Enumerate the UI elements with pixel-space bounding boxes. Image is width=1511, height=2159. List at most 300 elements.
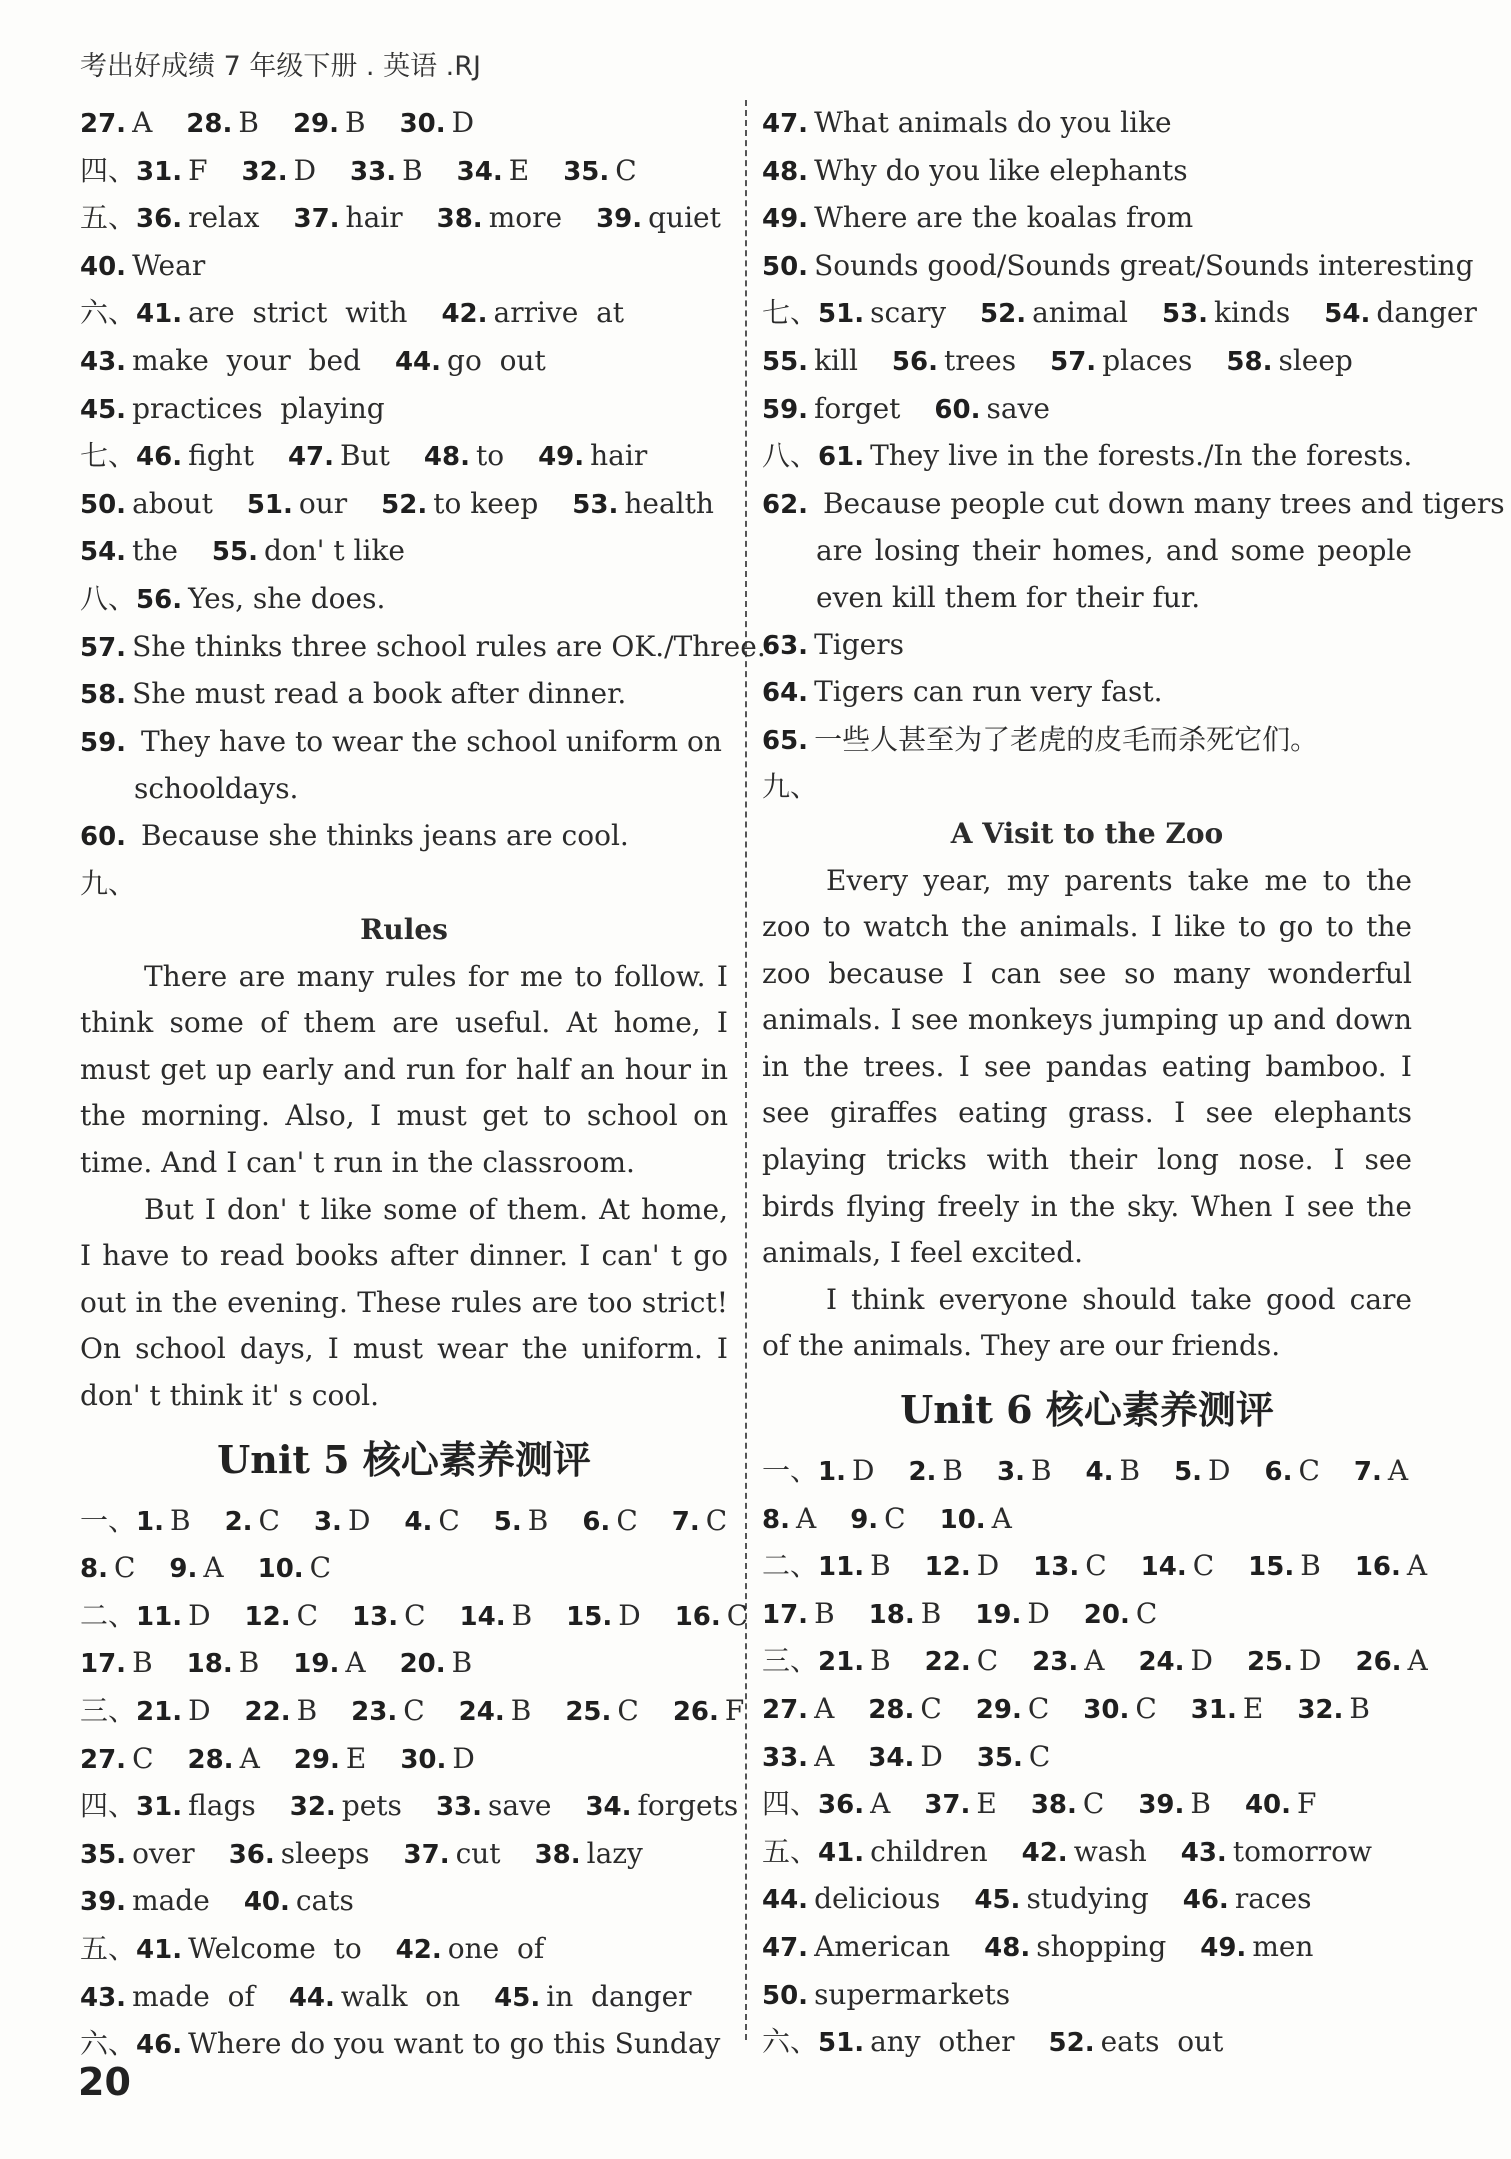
item-number: 32.	[1297, 1695, 1344, 1725]
item-number: 32.	[289, 1792, 336, 1823]
item-answer: save	[986, 391, 1050, 425]
answer-item	[1355, 1644, 1427, 1677]
answer-item	[1162, 296, 1290, 329]
answer-item	[288, 439, 390, 472]
answer-item	[762, 1930, 950, 1963]
item-answer: D	[618, 1598, 641, 1632]
item-answer: flags	[188, 1789, 256, 1823]
item-answer: C	[1192, 1549, 1215, 1583]
item-number: 37.	[403, 1839, 450, 1870]
answer-item	[80, 1694, 211, 1727]
answer-row	[762, 669, 1412, 717]
item-answer: C	[1085, 1549, 1107, 1583]
section-prefix: 二、	[762, 1549, 819, 1583]
item-number: 37.	[924, 1790, 971, 1821]
item-number: 52.	[1048, 2028, 1095, 2059]
item-answer: American	[814, 1929, 951, 1963]
item-number: 15.	[566, 1601, 613, 1632]
answer-item	[762, 439, 1412, 472]
item-answer: Wear	[132, 248, 206, 282]
section-prefix: 四、	[762, 1787, 819, 1821]
page-header: 考出好成绩 7 年级下册 . 英语 .RJ	[80, 51, 481, 82]
item-number: 57.	[1050, 346, 1097, 377]
answer-row	[762, 338, 1412, 386]
item-answer: lazy	[586, 1836, 643, 1870]
item-number: 48.	[423, 442, 470, 473]
answer-item	[258, 1551, 332, 1584]
answer-row	[762, 1543, 1428, 1591]
item-number: 45.	[80, 394, 127, 425]
item-answer: C	[438, 1503, 460, 1537]
section-prefix: 三、	[762, 1644, 819, 1678]
answer-row	[762, 717, 1412, 765]
item-answer: to keep	[433, 486, 539, 520]
answer-item	[1086, 1454, 1141, 1487]
answer-item	[1049, 2025, 1224, 2058]
item-answer: B	[870, 1549, 891, 1583]
answer-item	[762, 392, 900, 425]
answer-item	[892, 344, 1016, 377]
item-answer: men	[1252, 1929, 1314, 1963]
item-answer: A	[814, 1739, 835, 1773]
item-answer: C	[726, 1598, 749, 1632]
item-number: 36.	[228, 1839, 275, 1870]
answer-item	[976, 1692, 1050, 1725]
item-number: 65.	[762, 725, 809, 756]
item-number: 7.	[1353, 1457, 1382, 1488]
item-answer: D	[976, 1549, 1000, 1583]
item-number: 51.	[818, 2028, 865, 2059]
answer-row	[80, 1736, 728, 1784]
answer-row	[80, 195, 728, 243]
item-number: 29.	[975, 1695, 1022, 1725]
item-answer: She thinks three school rules are OK./Three.	[132, 629, 766, 663]
answer-row	[762, 1734, 1412, 1782]
column-divider	[745, 100, 747, 2040]
item-answer: D	[1027, 1596, 1050, 1630]
answer-row	[762, 195, 1412, 243]
item-number: 51.	[246, 489, 293, 520]
answer-item	[762, 628, 904, 661]
item-answer: A	[239, 1741, 260, 1775]
section-prefix: 四、	[80, 1789, 137, 1823]
item-number: 12.	[244, 1601, 291, 1632]
answer-item	[1181, 1835, 1372, 1868]
item-answer: B	[942, 1454, 963, 1488]
item-number: 15.	[1248, 1552, 1295, 1583]
answer-item	[352, 1599, 426, 1632]
answer-item	[350, 154, 423, 187]
item-answer: B	[296, 1694, 318, 1727]
answer-item	[188, 1742, 260, 1775]
answer-item	[244, 1884, 354, 1917]
answer-item	[80, 154, 208, 187]
item-answer: kinds	[1214, 296, 1291, 330]
answer-item	[80, 487, 213, 520]
item-answer: A	[814, 1692, 835, 1725]
answer-item	[80, 344, 361, 377]
item-answer: danger	[1376, 296, 1477, 330]
answer-row	[80, 624, 766, 672]
item-answer: D	[347, 1503, 371, 1537]
item-number: 49.	[538, 442, 585, 473]
item-answer: D	[851, 1454, 875, 1488]
item-answer: Welcome to	[188, 1931, 362, 1965]
item-answer: B	[510, 1694, 532, 1727]
section-prefix: 一、	[80, 1503, 137, 1537]
answer-rows	[80, 1498, 749, 2069]
item-answer: B	[402, 153, 423, 187]
answer-item	[762, 1454, 874, 1487]
item-answer: B	[238, 1646, 260, 1680]
item-answer: Yes, she does.	[188, 581, 386, 615]
item-number: 23.	[351, 1697, 398, 1727]
section-prefix: 三、	[80, 1694, 137, 1727]
answer-item	[869, 1597, 942, 1630]
item-number: 47.	[287, 442, 335, 473]
answer-item	[293, 106, 366, 139]
item-number: 42.	[1021, 1837, 1068, 1868]
answer-item	[80, 201, 259, 234]
item-answer: D	[452, 1741, 475, 1775]
item-answer: C	[616, 1503, 638, 1537]
item-answer: Tigers	[814, 627, 904, 661]
item-number: 10.	[939, 1504, 986, 1535]
item-answer: A	[132, 106, 153, 139]
answer-item	[80, 296, 407, 329]
item-answer: C	[1027, 1692, 1050, 1725]
essay-paragraph: I think everyone should take good care of the animals. They are our friends.	[762, 1282, 1412, 1363]
section-prefix: 六、	[762, 2025, 819, 2059]
answer-item	[424, 439, 504, 472]
unit-title: Unit 6 核心素养测评	[900, 1387, 1274, 1433]
item-number: 28.	[868, 1695, 915, 1725]
item-number: 63.	[762, 630, 809, 661]
item-answer: fight	[188, 439, 254, 473]
item-number: 46.	[136, 2030, 183, 2061]
answer-item	[1022, 1835, 1147, 1868]
item-answer: A	[1387, 1454, 1409, 1488]
item-number: 44.	[762, 1885, 809, 1916]
answer-row	[762, 148, 1412, 196]
item-answer: B	[451, 1646, 473, 1680]
answer-item	[169, 1551, 223, 1584]
item-answer: C	[404, 1598, 426, 1632]
answer-item	[1138, 1787, 1211, 1820]
answer-item	[1191, 1692, 1264, 1725]
item-number: 45.	[494, 1982, 541, 2013]
answer-row	[80, 1688, 745, 1736]
item-number: 22.	[924, 1647, 971, 1678]
answer-item	[80, 677, 626, 710]
item-answer: D	[1299, 1644, 1322, 1678]
answer-item	[940, 1502, 1012, 1535]
answer-row	[80, 1926, 728, 1974]
item-number: 27.	[762, 1695, 809, 1725]
section-prefix: 四、	[80, 153, 137, 187]
item-number: 34.	[868, 1742, 915, 1773]
item-number: 46.	[1182, 1885, 1229, 1916]
answer-item	[80, 106, 152, 139]
item-answer: C	[132, 1741, 154, 1775]
item-number: 40.	[1244, 1790, 1292, 1821]
item-answer: B	[238, 106, 259, 139]
answer-row	[762, 243, 1474, 291]
item-answer: go out	[447, 343, 546, 377]
item-number: 62.	[762, 489, 809, 520]
item-answer: C	[309, 1551, 332, 1585]
item-number: 34.	[585, 1792, 632, 1823]
answer-item	[80, 1837, 195, 1870]
item-answer: places	[1102, 343, 1193, 377]
answer-item	[535, 1837, 643, 1870]
answer-item	[762, 2025, 1015, 2058]
answer-item	[974, 1882, 1148, 1915]
item-number: 57.	[80, 632, 127, 663]
item-answer: eats out	[1100, 2025, 1224, 2059]
item-number: 54.	[80, 537, 127, 568]
answer-item	[80, 1980, 255, 2013]
answer-item	[293, 201, 402, 234]
item-number: 55.	[211, 537, 258, 568]
answer-item	[1183, 1882, 1312, 1915]
essay-paragraph: There are many rules for me to follow. I think some of them are useful. At home, I must get up early and run for half an hour in the morning. Also, I must get to school on time. And I can' t run in the classroom.	[80, 959, 728, 1180]
item-answer: about	[132, 486, 213, 520]
item-number: 52.	[381, 489, 428, 520]
answer-item	[672, 1504, 727, 1537]
item-number: 33.	[435, 1792, 482, 1823]
item-answer: B	[870, 1644, 891, 1678]
item-number: 8.	[762, 1504, 790, 1535]
section-prefix: 二、	[80, 1598, 137, 1632]
answer-row	[80, 1593, 749, 1641]
answer-row	[80, 576, 728, 624]
left-column	[80, 100, 766, 2069]
item-answer: scary	[870, 296, 947, 330]
item-number: 44.	[394, 346, 442, 377]
answer-row	[80, 1640, 728, 1688]
item-number: 5.	[493, 1506, 522, 1537]
answer-item	[975, 1597, 1050, 1630]
answer-item	[395, 344, 546, 377]
item-answer: hair	[345, 201, 403, 235]
answer-item	[1354, 1454, 1408, 1487]
answer-item	[762, 249, 1474, 282]
item-answer: over	[132, 1836, 195, 1870]
answer-item	[225, 1504, 280, 1537]
answer-row	[80, 386, 728, 434]
answer-item	[404, 1504, 459, 1537]
item-answer: B	[511, 1598, 533, 1632]
answer-item	[868, 1692, 942, 1725]
item-answer: Sounds good/Sounds great/Sounds interesting	[814, 248, 1474, 282]
item-answer: one of	[447, 1931, 545, 1965]
answer-item	[1245, 1787, 1317, 1820]
section-prefix: 七、	[762, 296, 819, 330]
item-number: 36.	[136, 204, 183, 235]
item-number: 42.	[441, 299, 488, 330]
answer-item	[247, 487, 347, 520]
answer-item	[80, 1599, 211, 1632]
answer-item	[1324, 296, 1477, 329]
answer-item	[242, 154, 317, 187]
item-answer: wash	[1073, 1834, 1147, 1868]
answer-item	[984, 1930, 1166, 1963]
answer-item	[762, 1597, 835, 1630]
answer-row	[80, 290, 728, 338]
section-prefix: 五、	[80, 1931, 137, 1965]
answer-item	[538, 439, 647, 472]
answer-item	[762, 1644, 891, 1677]
section-label: 九、	[762, 770, 819, 804]
item-number: 6.	[1264, 1457, 1293, 1488]
answer-item	[1084, 1597, 1158, 1630]
item-answer: F	[1297, 1787, 1317, 1821]
item-number: 24.	[458, 1697, 505, 1727]
item-number: 21.	[136, 1697, 183, 1727]
item-answer: B	[169, 1503, 191, 1537]
answer-item	[80, 1742, 154, 1775]
item-number: 56.	[136, 584, 183, 615]
item-continuation: are losing their homes, and some people even kill them for their fur.	[816, 534, 1412, 614]
item-answer: A	[991, 1501, 1012, 1535]
item-answer: C	[1298, 1454, 1320, 1488]
answer-row	[762, 2019, 1412, 2067]
item-answer: D	[188, 1598, 211, 1632]
item-number: 50.	[762, 251, 809, 282]
section-prefix: 一、	[762, 1454, 819, 1488]
item-number: 14.	[1140, 1552, 1187, 1583]
answer-item	[400, 1742, 475, 1775]
item-number: 7.	[671, 1506, 700, 1537]
answer-item	[582, 1504, 637, 1537]
answer-row	[762, 1876, 1412, 1924]
item-answer: quiet	[648, 201, 721, 235]
item-answer: A	[345, 1646, 366, 1680]
answer-rows	[762, 1448, 1428, 2067]
answer-item	[1265, 1454, 1320, 1487]
answer-item	[565, 1694, 639, 1727]
answer-item	[762, 1787, 890, 1820]
answer-item	[1174, 1454, 1230, 1487]
item-number: 4.	[1085, 1457, 1114, 1488]
item-answer: practices playing	[132, 391, 385, 425]
answer-item	[80, 582, 385, 615]
item-answer: C	[976, 1644, 999, 1678]
item-answer: sleeps	[280, 1836, 370, 1870]
answer-item	[762, 675, 1163, 708]
item-number: 38.	[436, 204, 483, 235]
item-number: 29.	[293, 1744, 340, 1775]
item-answer: F	[188, 153, 208, 187]
item-answer: cats	[295, 1884, 354, 1918]
item-number: 27.	[80, 1744, 127, 1775]
answer-row	[80, 719, 728, 767]
essay-title: Rules	[360, 913, 448, 947]
unit-title: Unit 5 核心素养测评	[217, 1436, 591, 1482]
item-answer: hair	[590, 439, 648, 473]
item-answer: made of	[132, 1979, 255, 2013]
item-number: 17.	[762, 1599, 809, 1630]
item-answer: C	[258, 1503, 280, 1537]
item-number: 23.	[1032, 1647, 1079, 1678]
answer-item	[925, 1549, 1000, 1582]
item-number: 49.	[1200, 1932, 1247, 1963]
item-answer: more	[488, 201, 563, 235]
answer-item	[400, 1646, 473, 1679]
item-answer: C	[705, 1503, 728, 1537]
item-answer: C	[884, 1501, 906, 1535]
answer-row	[762, 1829, 1412, 1877]
item-answer: C	[1028, 1739, 1051, 1773]
item-number: 32.	[241, 156, 288, 187]
item-number: 6.	[582, 1506, 611, 1537]
item-number: 64.	[762, 678, 809, 709]
item-answer: C	[403, 1694, 425, 1727]
answer-row	[80, 481, 728, 529]
item-number: 39.	[596, 204, 643, 235]
item-number: 31.	[1190, 1695, 1237, 1725]
answer-row	[80, 100, 728, 148]
item-answer: to	[475, 439, 505, 473]
answer-row	[80, 1878, 728, 1926]
answer-item	[1248, 1549, 1321, 1582]
item-number: 30.	[1083, 1695, 1130, 1725]
item-answer: B	[1030, 1454, 1052, 1488]
item-number: 30.	[400, 1744, 447, 1775]
item-number: 21.	[818, 1647, 865, 1678]
item-number: 47.	[762, 109, 809, 139]
item-answer: forget	[814, 391, 901, 425]
answer-item	[1141, 1549, 1215, 1582]
answer-item	[381, 487, 538, 520]
answer-row	[762, 1448, 1412, 1496]
answer-item	[1226, 344, 1352, 377]
item-number: 60.	[934, 394, 981, 425]
item-answer: A	[1084, 1644, 1105, 1678]
answer-item	[229, 1837, 370, 1870]
answer-item	[980, 296, 1128, 329]
item-number: 59.	[80, 727, 127, 758]
item-answer: A	[870, 1787, 891, 1821]
item-number: 40.	[80, 251, 127, 282]
item-answer: A	[1407, 1644, 1428, 1678]
answer-row	[80, 148, 728, 196]
item-answer: tomorrow	[1232, 1834, 1372, 1868]
answer-item	[290, 1789, 402, 1822]
item-answer: Why do you like elephants	[814, 153, 1188, 187]
answer-item	[80, 630, 766, 663]
answer-item	[460, 1599, 533, 1632]
item-number: 45.	[974, 1885, 1021, 1916]
answer-item	[934, 392, 1050, 425]
item-answer: make your bed	[132, 343, 361, 377]
right-column	[762, 100, 1505, 2067]
section-prefix: 六、	[80, 2027, 137, 2061]
item-answer: They live in the forests./In the forests.	[870, 439, 1413, 473]
answer-row	[762, 1591, 1412, 1639]
answer-item	[762, 106, 1172, 139]
answer-item	[245, 1694, 318, 1727]
answer-item	[441, 296, 624, 329]
answer-item	[80, 1504, 191, 1537]
answer-row	[80, 1974, 728, 2022]
item-answer: sleep	[1278, 343, 1353, 377]
item-answer: F	[724, 1694, 745, 1727]
item-number: 1.	[818, 1457, 846, 1488]
item-continuation: schooldays.	[134, 772, 299, 806]
item-number: 40.	[243, 1887, 290, 1918]
